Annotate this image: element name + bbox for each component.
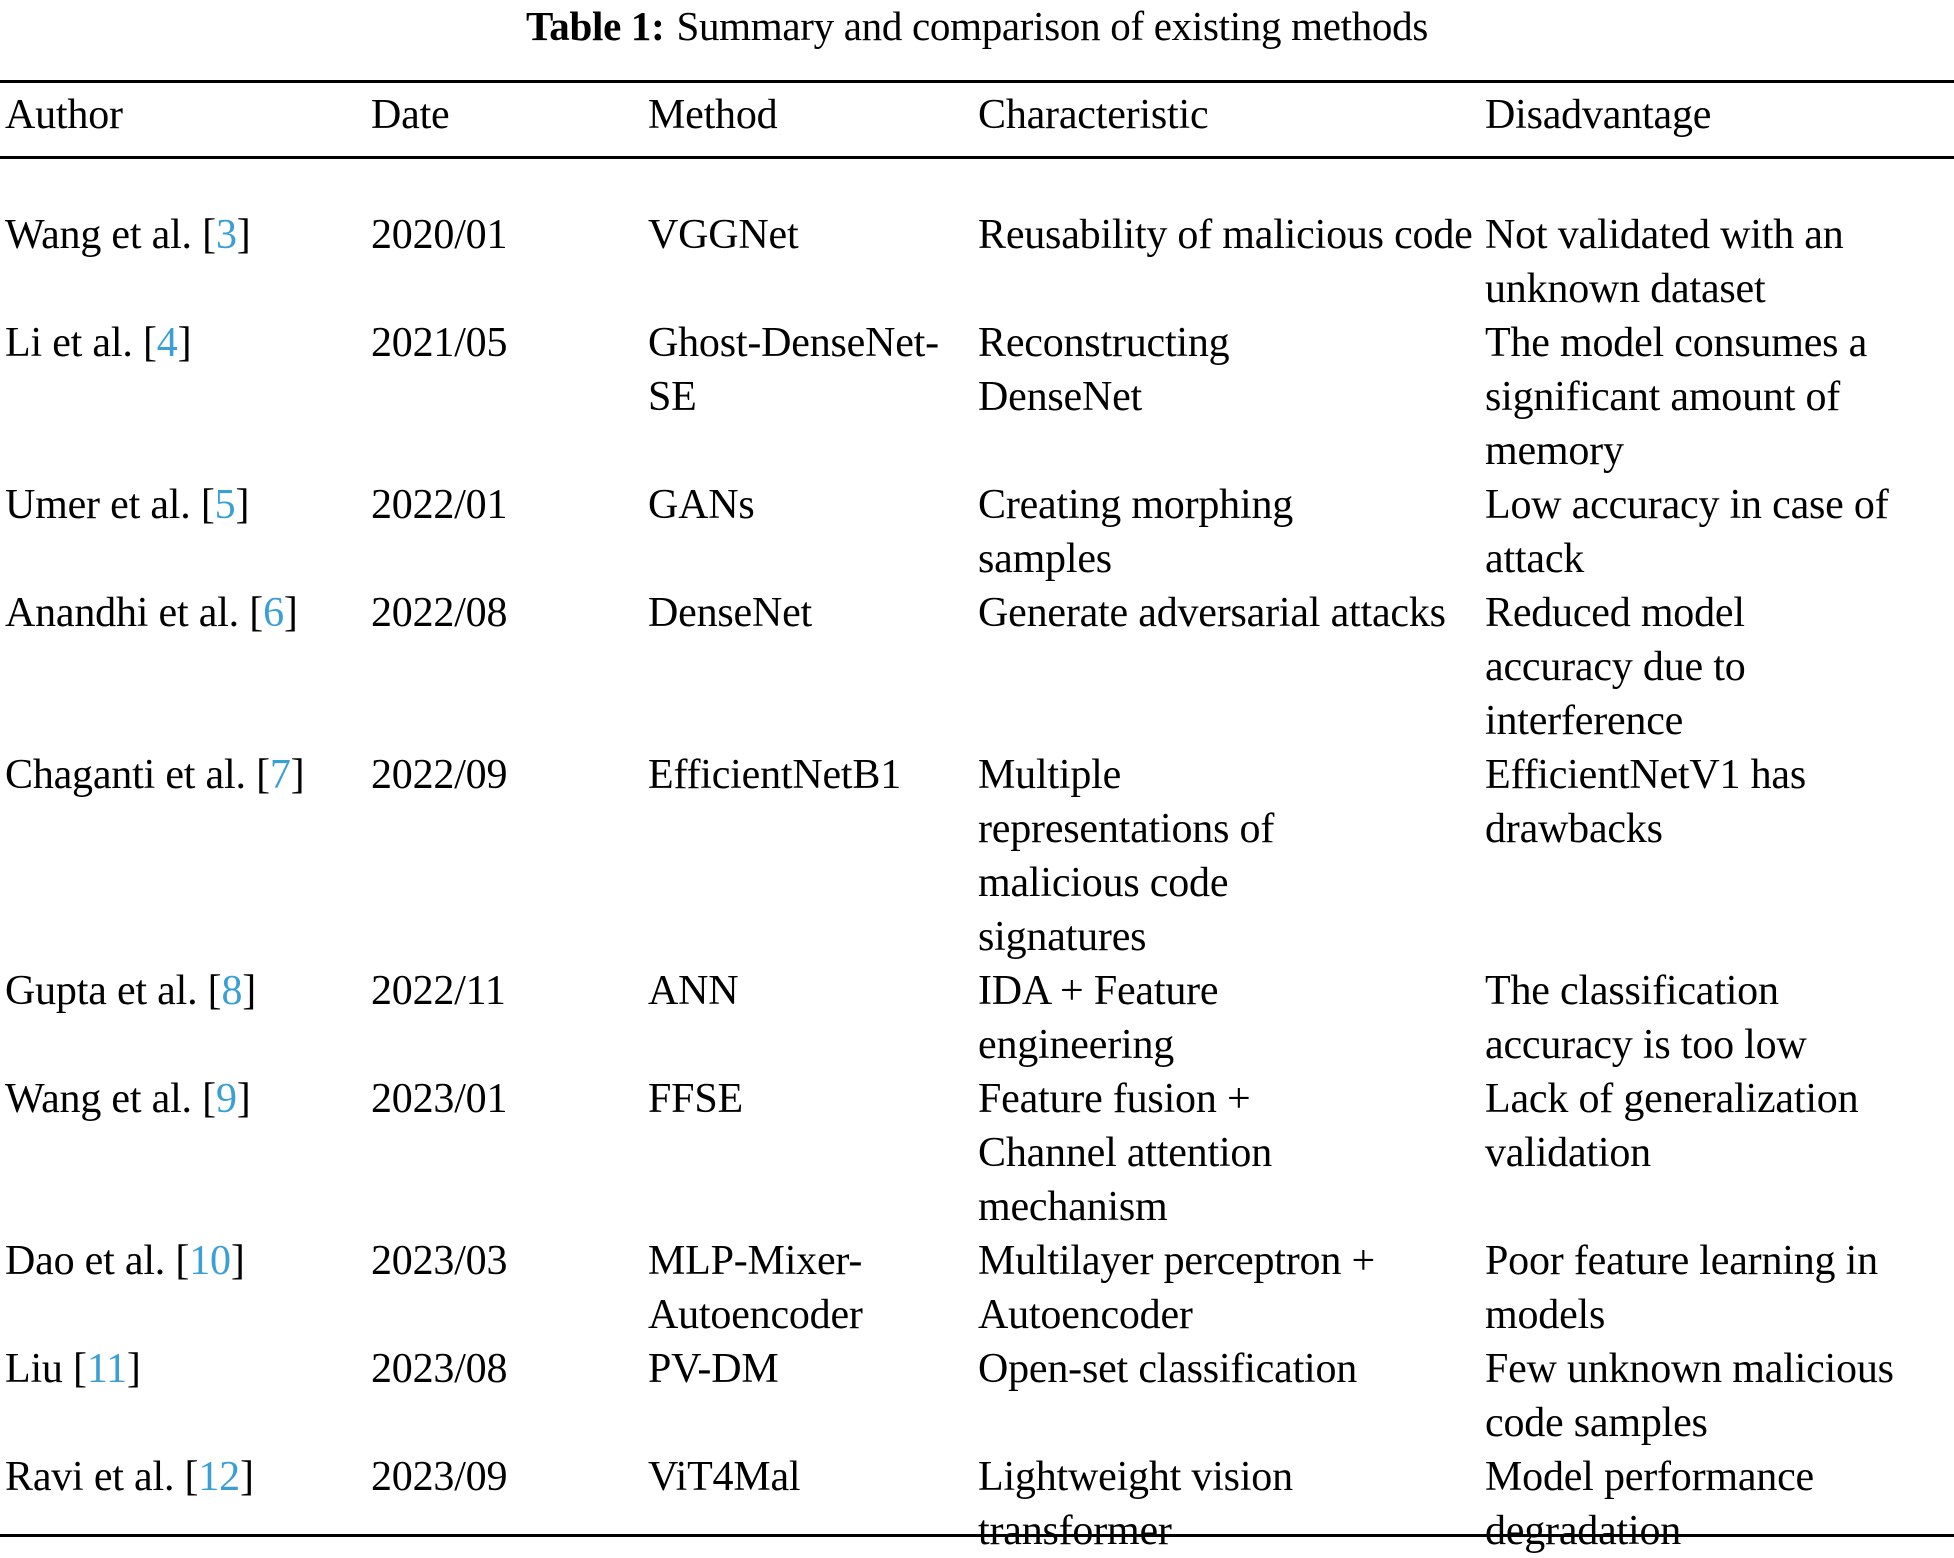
author-name: Wang et al. <box>5 212 192 258</box>
citation-link[interactable]: 3 <box>215 212 237 258</box>
characteristic-cell: Feature fusion + Channel attention mechanism <box>978 1076 1273 1230</box>
method-cell: ViT4Mal <box>648 1454 801 1500</box>
author-name: Li et al. <box>5 320 133 366</box>
column-header-date: Date <box>371 92 450 138</box>
characteristic-cell: Creating morphing samples <box>978 482 1294 582</box>
disadvantage-cell: The model consumes a significant amount of memory <box>1485 320 1868 474</box>
disadvantage-cell: Not validated with an unknown dataset <box>1485 212 1844 312</box>
citation-link[interactable]: 11 <box>86 1346 127 1392</box>
characteristic-cell: Open-set classification <box>978 1346 1358 1392</box>
table-row <box>0 1072 1954 1234</box>
date-cell: 2023/08 <box>371 1346 508 1392</box>
author-name: Liu <box>5 1346 63 1392</box>
author-cell: Umer et al. [5] <box>5 482 250 528</box>
disadvantage-cell: EfficientNetV1 has drawbacks <box>1485 752 1807 852</box>
citation-link[interactable]: 8 <box>221 968 243 1014</box>
author-name: Gupta et al. <box>5 968 198 1014</box>
table-row <box>0 478 1954 586</box>
method-cell <box>643 1234 973 1342</box>
methods-comparison-table <box>0 88 1954 1558</box>
top-rule <box>0 80 1954 83</box>
author-cell: Wang et al. [3] <box>5 212 251 258</box>
table-row <box>0 964 1954 1072</box>
column-header-method: Method <box>648 92 778 138</box>
citation-link[interactable]: 6 <box>263 590 284 636</box>
method-name: Ghost-DenseNet-SE <box>648 320 939 420</box>
citation-link[interactable]: 9 <box>215 1076 237 1122</box>
characteristic-cell: Reusability of malicious code <box>978 212 1473 258</box>
author-name: Chaganti et al. <box>5 752 246 798</box>
date-cell: 2023/03 <box>371 1238 508 1284</box>
author-name: Dao et al. <box>5 1238 166 1284</box>
method-cell: VGGNet <box>648 212 799 258</box>
table-caption <box>0 0 1954 52</box>
table-row <box>0 1342 1954 1450</box>
disadvantage-cell: Lack of generalization validation <box>1485 1076 1859 1176</box>
date-cell: 2020/01 <box>371 212 508 258</box>
disadvantage-cell: Low accuracy in case of attack <box>1485 482 1889 582</box>
disadvantage-cell: Model performance degradation <box>1485 1454 1814 1554</box>
column-header-characteristic: Characteristic <box>978 92 1209 138</box>
date-cell: 2022/08 <box>371 590 508 636</box>
author-cell: Li et al. [4] <box>5 320 192 366</box>
method-cell: PV-DM <box>648 1346 779 1392</box>
date-cell: 2022/01 <box>371 482 508 528</box>
date-cell: 2022/09 <box>371 752 508 798</box>
characteristic-cell: Lightweight vision transformer <box>978 1454 1293 1554</box>
citation-link[interactable]: 7 <box>269 752 291 798</box>
disadvantage-cell: Reduced model accuracy due to interference <box>1485 590 1746 744</box>
method-cell: DenseNet <box>648 590 813 636</box>
method-cell: ANN <box>648 968 739 1014</box>
author-cell: Ravi et al. [12] <box>5 1454 254 1500</box>
author-name: Anandhi et al. <box>5 590 239 636</box>
method-cell: GANs <box>648 482 755 528</box>
disadvantage-cell: Few unknown malicious code samples <box>1485 1346 1894 1446</box>
author-cell: Liu [11] <box>5 1346 141 1392</box>
table-caption-text: Summary and comparison of existing methods <box>676 3 1428 49</box>
method-name: MLP-Mixer-Autoencoder <box>648 1238 863 1338</box>
table-row <box>0 316 1954 478</box>
characteristic-cell: Reconstructing DenseNet <box>978 320 1230 420</box>
citation-link[interactable]: 5 <box>214 482 236 528</box>
author-cell: Dao et al. [10] <box>5 1238 245 1284</box>
method-cell: FFSE <box>648 1076 743 1122</box>
table-row <box>0 1234 1954 1342</box>
table-header-row <box>0 88 1954 170</box>
date-cell: 2023/01 <box>371 1076 508 1122</box>
date-cell: 2023/09 <box>371 1454 508 1500</box>
column-header-disadvantage: Disadvantage <box>1485 92 1712 138</box>
author-cell: Chaganti et al. [7] <box>5 752 305 798</box>
author-cell: Anandhi et al. [6] <box>5 590 298 636</box>
disadvantage-cell: The classification accuracy is too low <box>1485 968 1807 1068</box>
method-cell: EfficientNetB1 <box>648 752 902 798</box>
table-row <box>0 170 1954 316</box>
author-cell: Wang et al. [9] <box>5 1076 251 1122</box>
column-header-author: Author <box>5 92 123 138</box>
date-cell: 2022/11 <box>371 968 506 1014</box>
table-caption-label: Table 1: <box>526 3 665 49</box>
characteristic-cell: IDA + Feature engineering <box>978 968 1219 1068</box>
characteristic-cell: Generate adversarial attacks <box>978 590 1446 636</box>
author-name: Umer et al. <box>5 482 191 528</box>
table-row <box>0 586 1954 748</box>
method-cell <box>643 316 973 478</box>
author-name: Ravi et al. <box>5 1454 175 1500</box>
citation-link[interactable]: 10 <box>189 1238 231 1284</box>
citation-link[interactable]: 4 <box>156 320 178 366</box>
author-name: Wang et al. <box>5 1076 192 1122</box>
author-cell: Gupta et al. [8] <box>5 968 257 1014</box>
disadvantage-cell: Poor feature learning in models <box>1485 1238 1878 1338</box>
date-cell: 2021/05 <box>371 320 508 366</box>
table-row <box>0 748 1954 964</box>
characteristic-cell: Multilayer perceptron + Autoencoder <box>978 1238 1375 1338</box>
characteristic-cell: Multiple representations of malicious code signatures <box>978 752 1275 960</box>
citation-link[interactable]: 12 <box>198 1454 240 1500</box>
